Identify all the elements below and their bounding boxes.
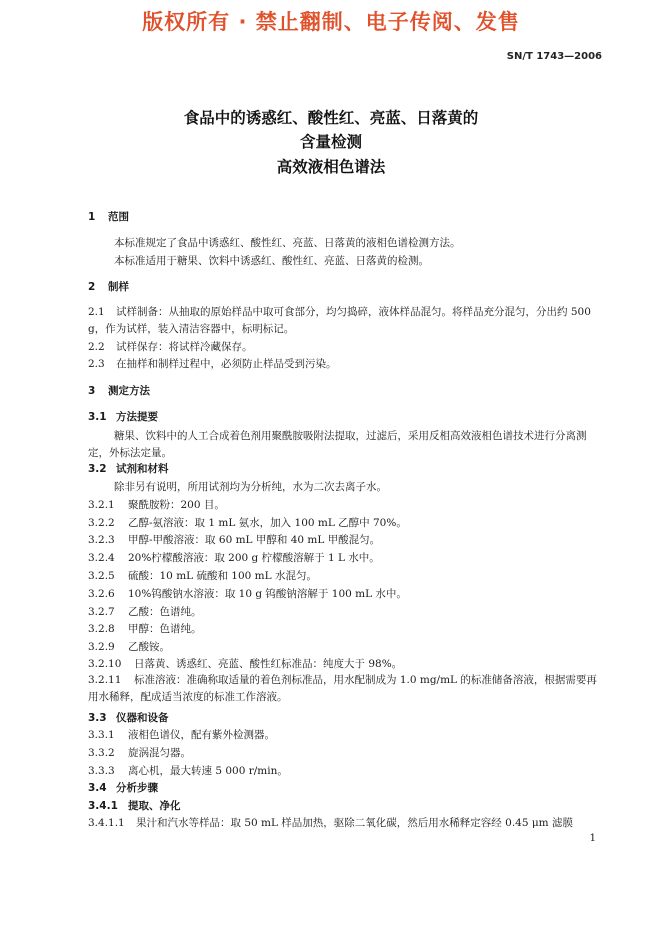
subsection-heading: 3.4 分析步骤 bbox=[88, 782, 158, 794]
paragraph: 除非另有说明，所用试剂均为分析纯，水为二次去离子水。 bbox=[114, 481, 387, 493]
clause: 3.3.2 旋涡混匀器。 bbox=[88, 747, 191, 759]
clause: 2.1 试样制备：从抽取的原始样品中取可食部分，均匀捣碎，液体样品混匀。将样品充分混匀，分出约 500 g，作为试样，装入清洁容器中，标明标记。 bbox=[88, 306, 591, 335]
paragraph: 糖果、饮料中的人工合成着色剂用聚酰胺吸附法提取，过滤后，采用反相高效液相色谱技术进行分离测定，外标法定量。 bbox=[88, 430, 587, 459]
clause: 3.2.9 乙酸铵。 bbox=[88, 641, 170, 653]
paragraph: 本标准规定了食品中诱惑红、酸性红、亮蓝、日落黄的液相色谱检测方法。 bbox=[114, 237, 461, 249]
document-title-line3: 高效液相色谱法 bbox=[276, 158, 386, 176]
copyright-watermark: 版权所有 · 禁止翻制、电子传阅、发售 bbox=[142, 10, 520, 34]
page-number: 1 bbox=[589, 833, 596, 844]
clause: 3.2.6 10%钨酸钠水溶液：取 10 g 钨酸钠溶解于 100 mL 水中。 bbox=[88, 588, 407, 600]
clause: 3.2.2 乙醇-氨溶液：取 1 mL 氨水，加入 100 mL 乙醇中 70%。 bbox=[88, 517, 407, 529]
clause: 3.2.5 硫酸：10 mL 硫酸和 100 mL 水混匀。 bbox=[88, 570, 317, 582]
section-heading: 1 范围 bbox=[88, 211, 129, 223]
clause: 3.2.3 甲醇-甲酸溶液：取 60 mL 甲醇和 40 mL 甲酸混匀。 bbox=[88, 534, 381, 546]
standard-code: SN/T 1743—2006 bbox=[506, 51, 602, 62]
clause: 3.2.8 甲醇：色谱纯。 bbox=[88, 623, 202, 635]
clause: 3.2.4 20%柠檬酸溶液：取 200 g 柠檬酸溶解于 1 L 水中。 bbox=[88, 552, 380, 564]
paragraph: 本标准适用于糖果、饮料中诱惑红、酸性红、亮蓝、日落黄的检测。 bbox=[114, 255, 429, 267]
section-heading: 2 制样 bbox=[88, 281, 129, 293]
clause: 2.3 在抽样和制样过程中，必须防止样品受到污染。 bbox=[88, 358, 337, 370]
document-title-line2: 含量检测 bbox=[299, 133, 362, 151]
subsection-heading: 3.4.1 提取、净化 bbox=[88, 800, 181, 812]
clause: 3.3.1 液相色谱仪，配有紫外检测器。 bbox=[88, 729, 275, 741]
subsection-heading: 3.3 仪器和设备 bbox=[88, 712, 169, 724]
document-title-line1: 食品中的诱惑红、酸性红、亮蓝、日落黄的 bbox=[183, 109, 479, 127]
subsection-heading: 3.2 试剂和材料 bbox=[88, 463, 169, 475]
clause: 3.2.11 标准溶液：准确称取适量的着色剂标准品，用水配制成为 1.0 mg/mL 的标准储备溶液，根据需要再用水稀释，配成适当浓度的标准工作溶液。 bbox=[88, 674, 597, 703]
clause: 3.4.1.1 果汁和汽水等样品：取 50 mL 样品加热，驱除二氧化碳，然后用水稀释定容经 0.45 μm 滤膜 bbox=[88, 817, 573, 829]
subsection-heading: 3.1 方法提要 bbox=[88, 411, 158, 423]
section-heading: 3 测定方法 bbox=[88, 385, 150, 397]
clause: 3.2.10 日落黄、诱惑红、亮蓝、酸性红标准品：纯度大于 98%。 bbox=[88, 658, 403, 670]
clause: 3.2.7 乙酸：色谱纯。 bbox=[88, 606, 202, 618]
clause: 2.2 试样保存：将试样冷藏保存。 bbox=[88, 341, 253, 353]
clause: 3.2.1 聚酰胺粉：200 目。 bbox=[88, 499, 225, 511]
clause: 3.3.3 离心机，最大转速 5 000 r/min。 bbox=[88, 765, 288, 777]
